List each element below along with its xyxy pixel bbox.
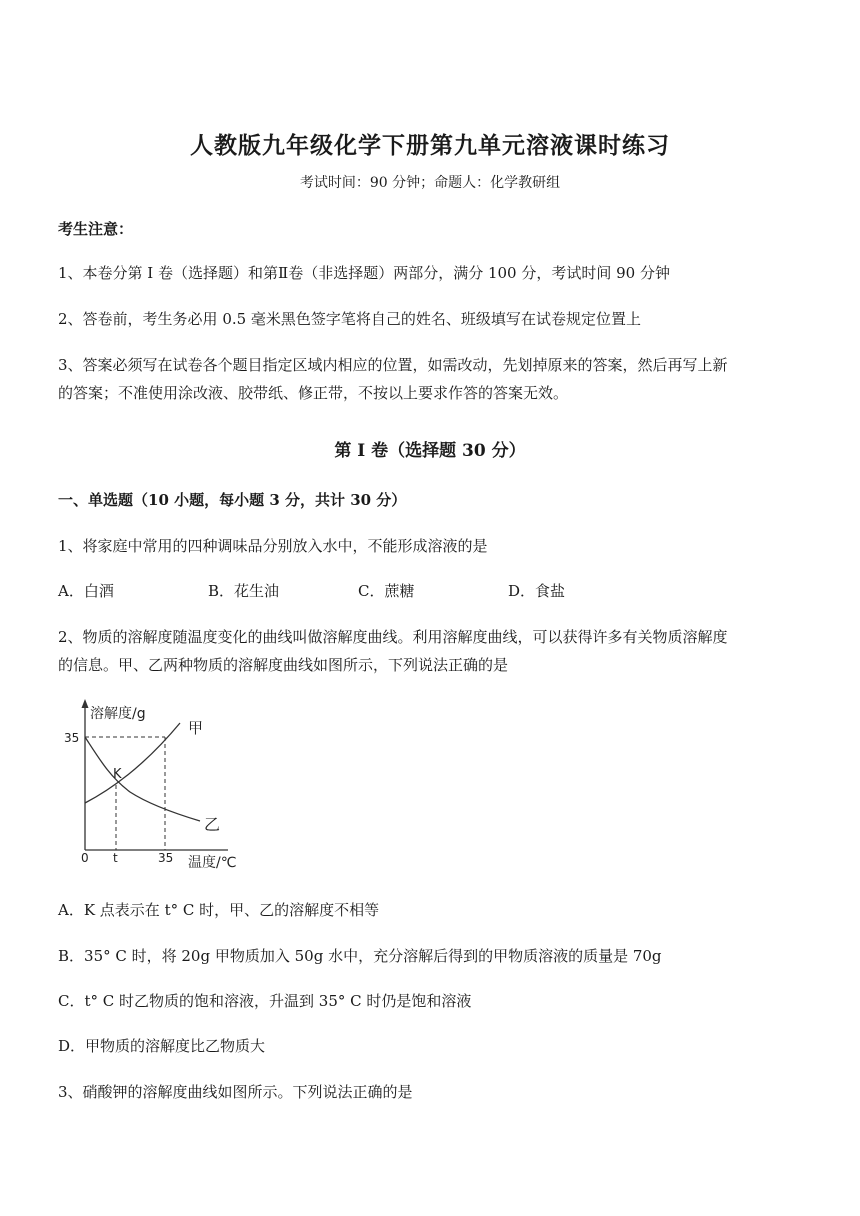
notice-item: 的答案；不准使用涂改液、胶带纸、修正带，不按以上要求作答的答案无效。 [58,384,569,402]
x-axis-label: 温度/℃ [188,855,237,871]
series-jia-label: 甲 [188,719,204,737]
notice-item: 1、本卷分第 I 卷（选择题）和第Ⅱ卷（非选择题）两部分，满分 100 分，考试时间 90 分钟 [58,264,670,282]
part-heading: 一、单选题（10 小题，每小题 3 分，共计 30 分） [58,491,407,509]
series-yi-label: 乙 [204,815,221,834]
y-tick-label: 35 [64,731,80,745]
series-yi-line [85,737,200,821]
point-k-label: K [113,767,122,782]
q2-option-c: C．t° C 时乙物质的饱和溶液，升温到 35° C 时仍是饱和溶液 [58,992,472,1010]
q2-option-d: D．甲物质的溶解度比乙物质大 [58,1037,266,1055]
solubility-chart [64,695,260,875]
notice-item: 2、答卷前，考生务必用 0.5 毫米黑色签字笔将自己的姓名、班级填写在试卷规定位置上 [58,310,641,328]
q1-option-a: A．白酒 [58,582,114,600]
notice-item: 3、答案必须写在试卷各个题目指定区域内相应的位置，如需改动，先划掉原来的答案，然后再写上新 [58,356,728,374]
page-title: 人教版九年级化学下册第九单元溶液课时练习 [190,132,670,159]
q1-option-b: B．花生油 [208,582,280,600]
q2-option-b: B．35° C 时，将 20g 甲物质加入 50g 水中，充分溶解后得到的甲物质溶液的质量是 70g [58,947,662,965]
notice-heading: 考生注意： [58,220,134,238]
question-2-stem: 的信息。甲、乙两种物质的溶解度曲线如图所示，下列说法正确的是 [58,656,509,674]
x-tick-label: 35 [158,851,174,865]
q2-option-a: A．K 点表示在 t° C 时，甲、乙的溶解度不相等 [58,901,380,919]
y-axis-arrow [82,699,89,708]
exam-info: 考试时间：90 分钟；命题人：化学教研组 [299,175,561,191]
question-1-stem: 1、将家庭中常用的四种调味品分别放入水中，不能形成溶液的是 [58,537,488,555]
question-2-stem: 2、物质的溶解度随温度变化的曲线叫做溶解度曲线。利用溶解度曲线，可以获得许多有关物质溶解度 [58,628,728,646]
q1-option-d: D．食盐 [508,582,566,600]
x-tick-label: t [113,851,118,865]
question-3-stem: 3、硝酸钾的溶解度曲线如图所示。下列说法正确的是 [58,1083,413,1101]
x-tick-label: 0 [81,851,89,865]
section-title: 第 I 卷（选择题 30 分） [334,441,526,461]
series-jia-line [85,723,180,803]
q1-option-c: C．蔗糖 [358,582,415,600]
y-axis-label: 溶解度/g [90,706,146,722]
